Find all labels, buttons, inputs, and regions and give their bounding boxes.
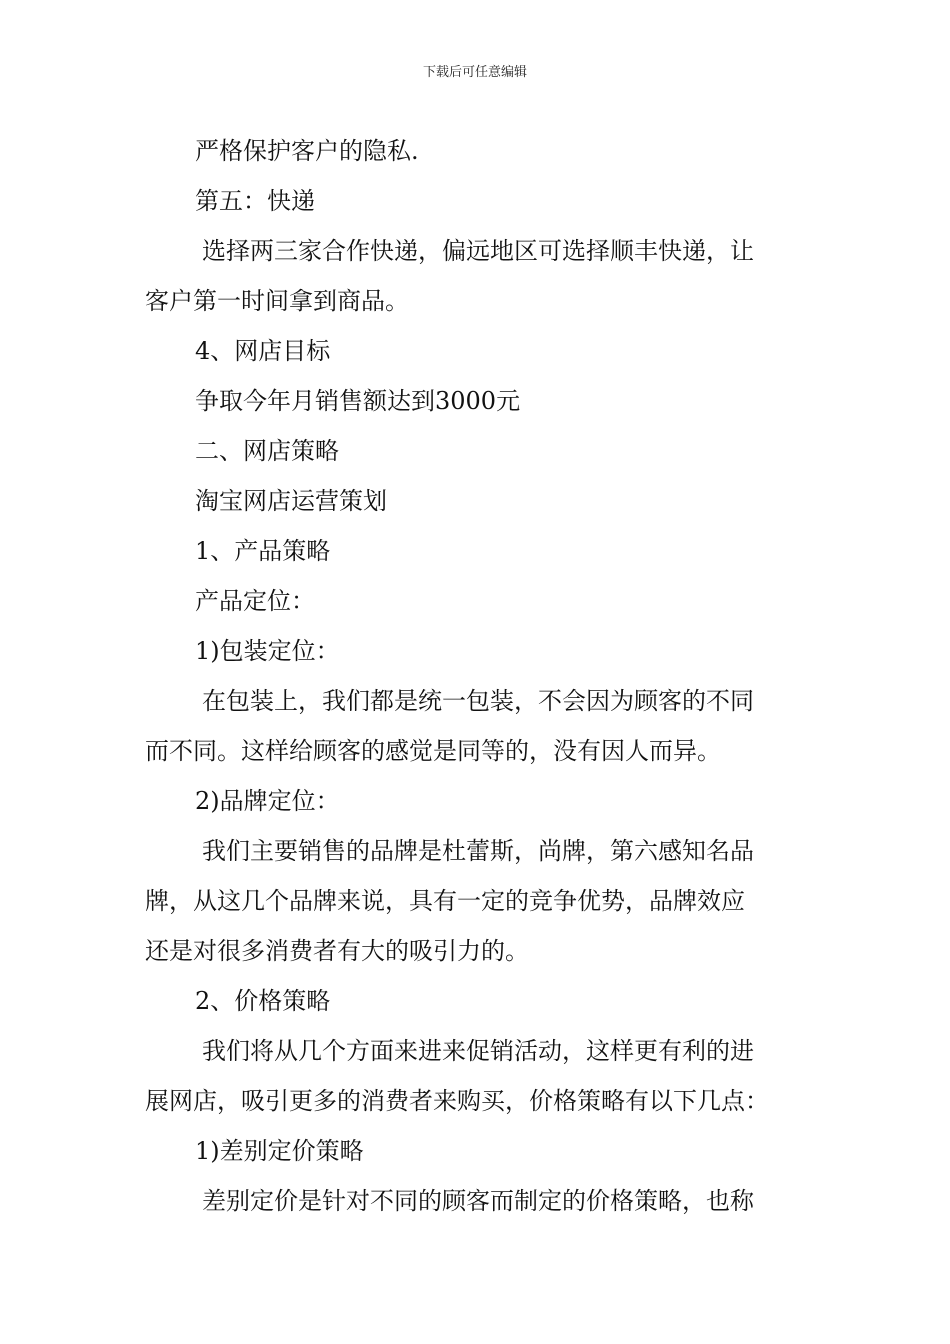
subsection-heading: 1)包装定位：	[195, 637, 340, 665]
paragraph-line: 而不同。这样给顾客的感觉是同等的，没有因人而异。	[145, 737, 721, 765]
section-heading: 淘宝网店运营策划	[195, 487, 387, 515]
paragraph-line: 选择两三家合作快递，偏远地区可选择顺丰快递，让	[202, 237, 754, 265]
paragraph-line: 我们主要销售的品牌是杜蕾斯，尚牌，第六感知名品	[202, 837, 754, 865]
paragraph-line: 客户第一时间拿到商品。	[145, 287, 409, 315]
paragraph-line: 牌，从这几个品牌来说，具有一定的竞争优势，品牌效应	[145, 887, 745, 915]
paragraph-line: 差别定价是针对不同的顾客而制定的价格策略，也称	[202, 1187, 754, 1215]
document-body	[145, 126, 810, 1226]
subsection-heading: 1)差别定价策略	[195, 1137, 364, 1165]
section-heading: 1、产品策略	[195, 537, 331, 565]
paragraph-line: 还是对很多消费者有大的吸引力的。	[145, 937, 529, 965]
section-heading: 第五：快递	[195, 187, 315, 215]
subsection-heading: 2)品牌定位：	[195, 787, 340, 815]
page-header: 下载后可任意编辑	[422, 65, 527, 80]
paragraph-line: 争取今年月销售额达到3000元	[195, 387, 521, 415]
paragraph-line: 展网店，吸引更多的消费者来购买，价格策略有以下几点：	[145, 1087, 769, 1115]
paragraph-line: 在包装上，我们都是统一包装，不会因为顾客的不同	[202, 687, 754, 715]
section-heading: 2、价格策略	[195, 987, 331, 1015]
paragraph-line: 我们将从几个方面来进来促销活动，这样更有利的进	[202, 1037, 754, 1065]
paragraph-line: 严格保护客户的隐私.	[195, 137, 419, 165]
section-heading: 二、网店策略	[195, 437, 339, 465]
paragraph-line: 产品定位：	[195, 587, 315, 615]
section-heading: 4、网店目标	[195, 337, 331, 365]
